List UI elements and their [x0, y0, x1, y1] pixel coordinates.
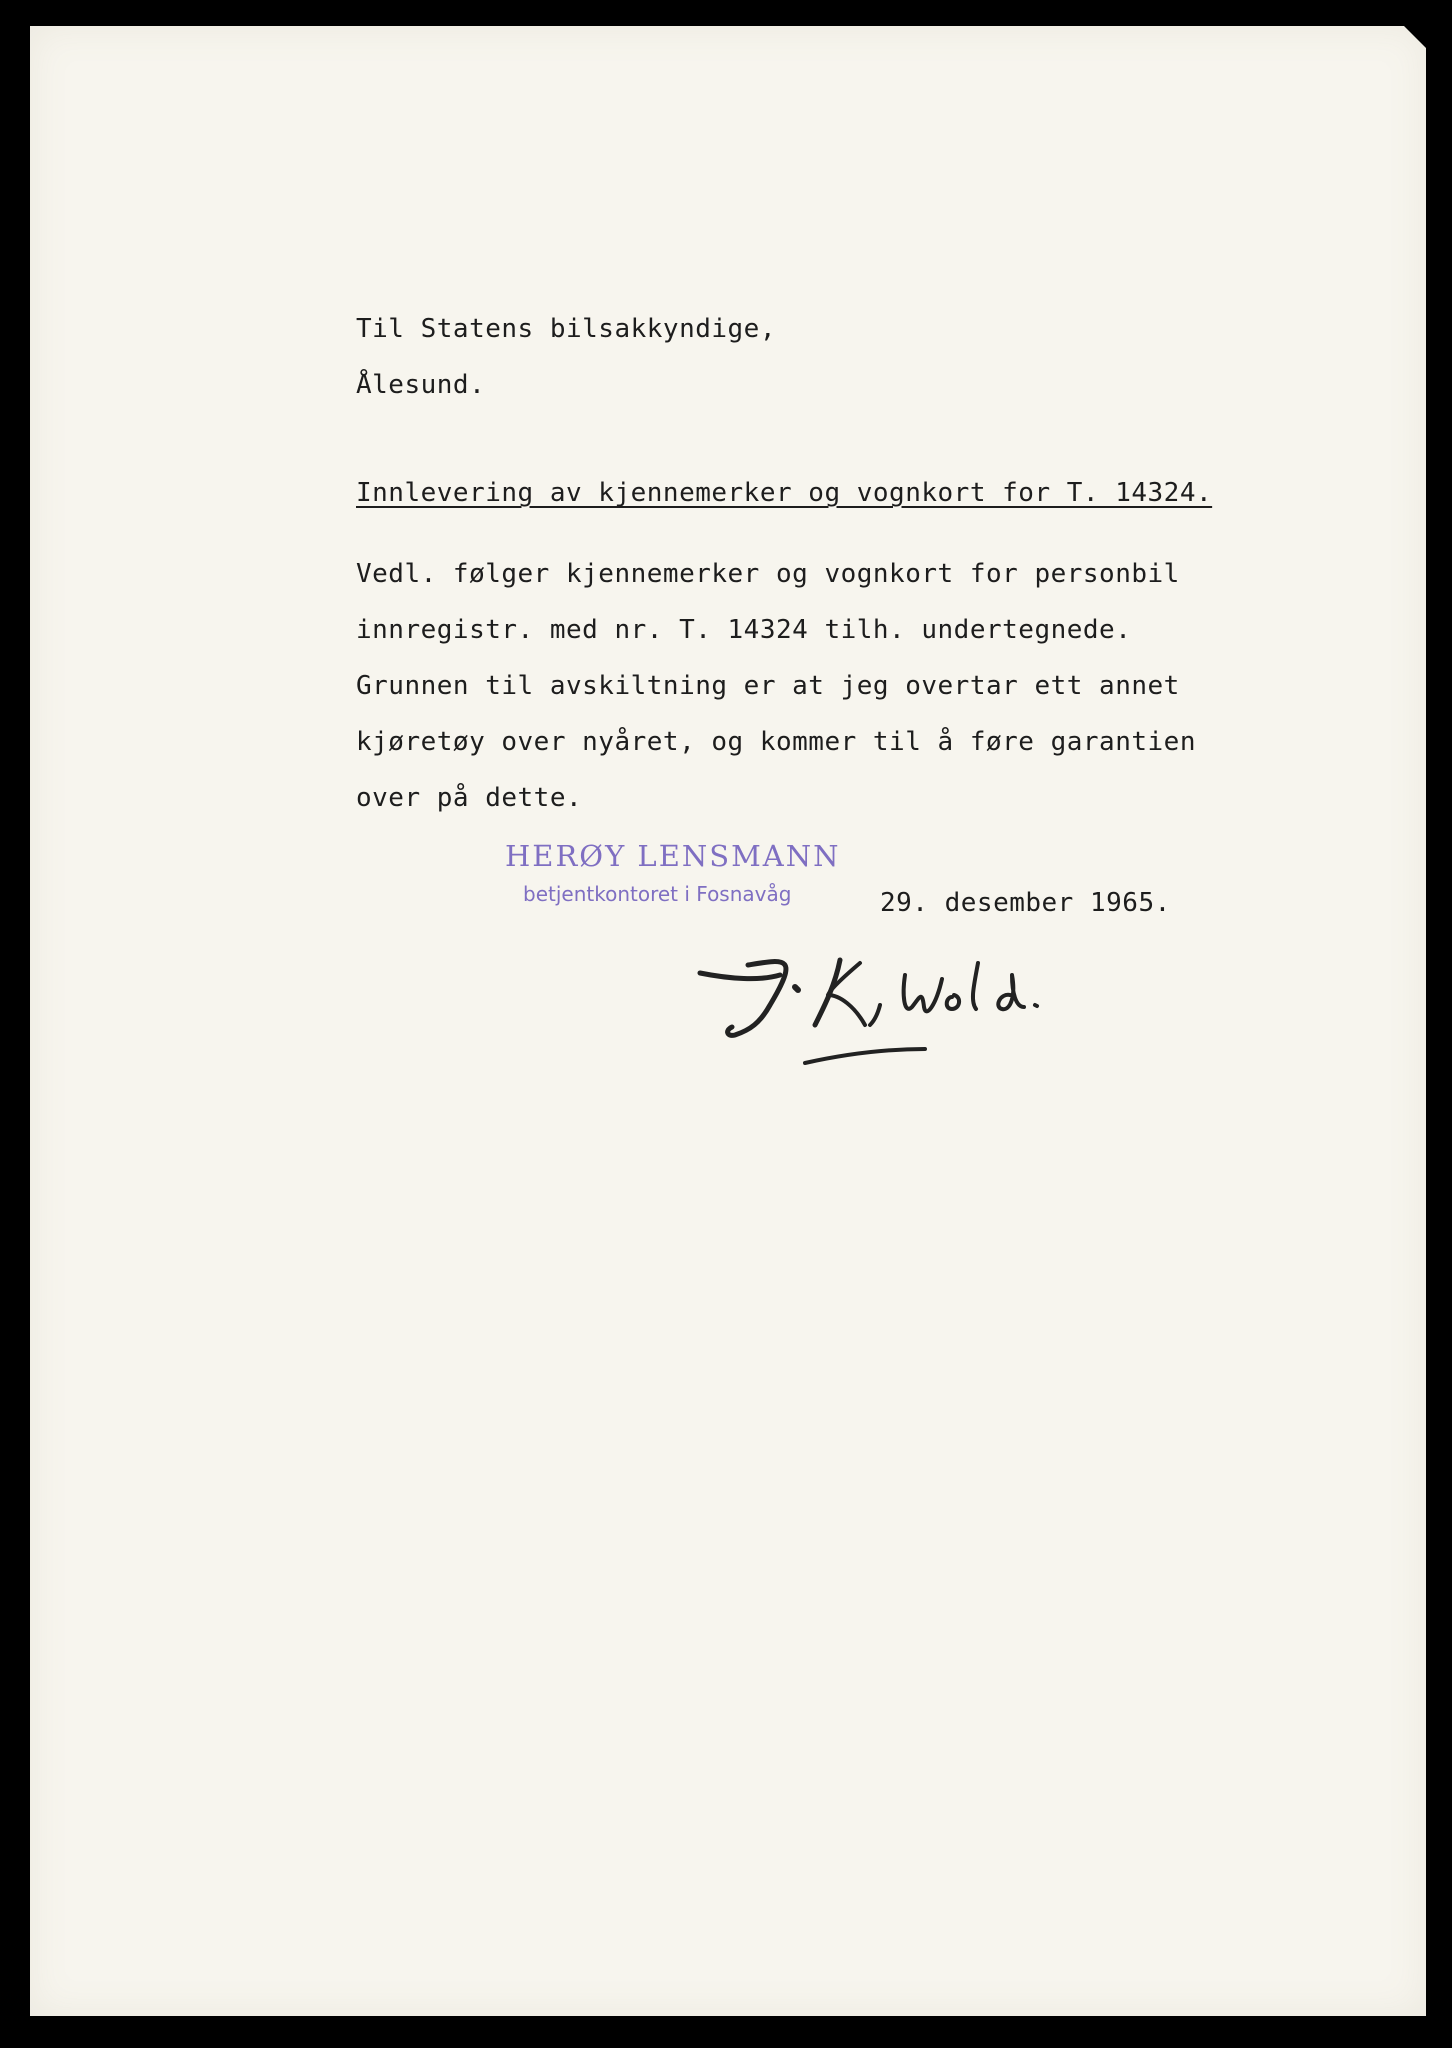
- letter-date: 29. desember 1965.: [880, 888, 1171, 918]
- body-line: Vedl. følger kjennemerker og vognkort for personbil: [356, 559, 1180, 589]
- letter-body: [356, 546, 1196, 826]
- recipient-line-1: Til Statens bilsakkyndige,: [356, 314, 776, 344]
- letter-subject: Innlevering av kjennemerker og vognkort for T. 14324.: [356, 478, 1213, 508]
- office-stamp: [505, 835, 841, 911]
- stamp-subtitle: betjentkontoret i Fosnavåg: [523, 882, 792, 906]
- body-line: Grunnen til avskiltning er at jeg overtar ett annet: [356, 671, 1180, 701]
- stamp-title: HERØY LENSMANN: [505, 839, 841, 873]
- body-line: kjøretøy over nyåret, og kommer til å føre garantien: [356, 727, 1196, 757]
- body-line: over på dette.: [356, 783, 583, 813]
- recipient-line-2: Ålesund.: [356, 370, 486, 400]
- handwritten-signature-icon: [690, 935, 1080, 1070]
- body-line: innregistr. med nr. T. 14324 tilh. undertegnede.: [356, 615, 1132, 645]
- paper-corner: [1404, 26, 1426, 48]
